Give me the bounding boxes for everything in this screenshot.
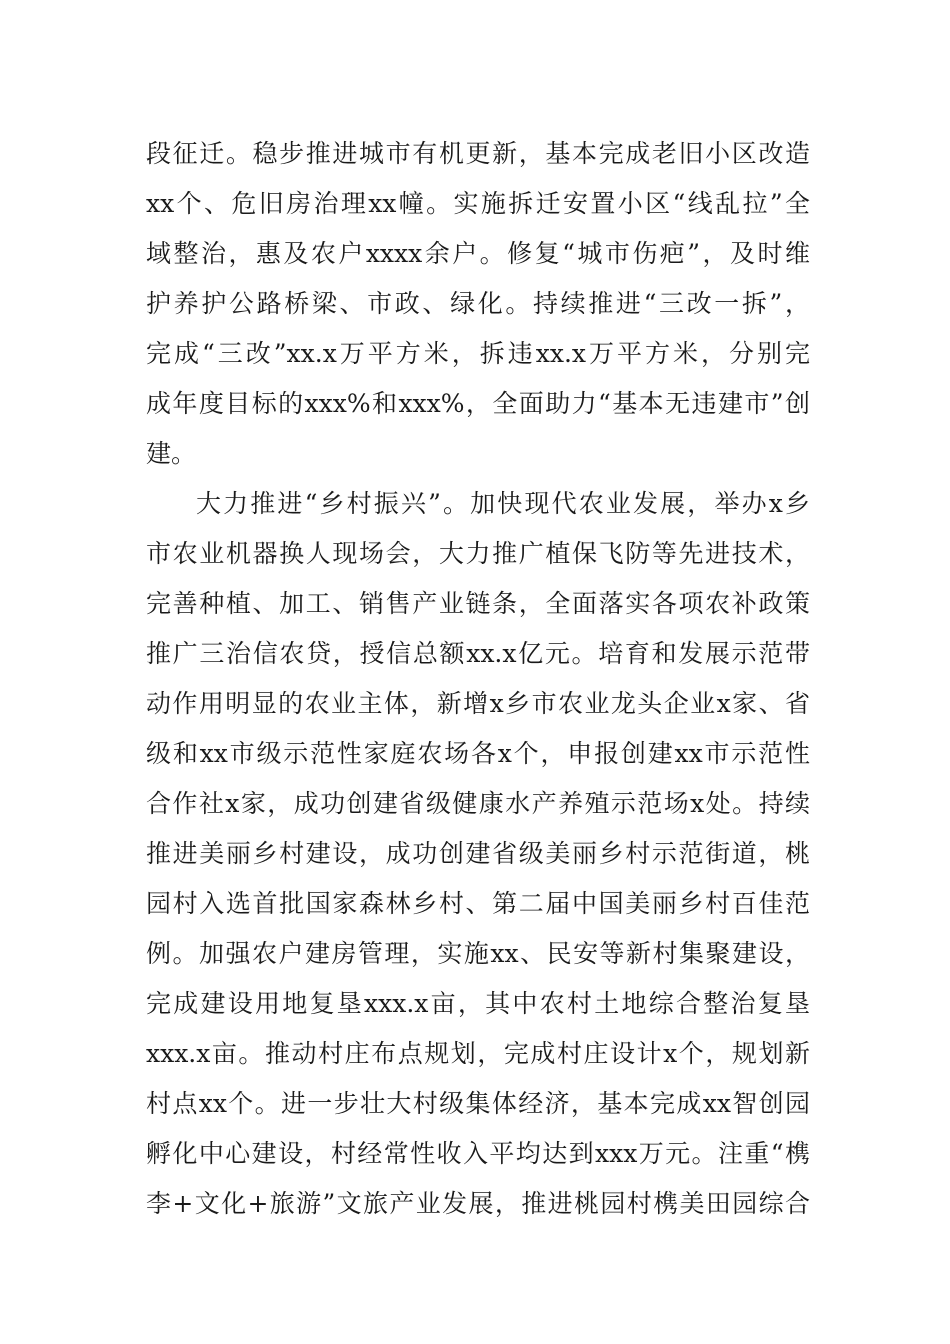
text-line: 段征迁。稳步推进城市有机更新，基本完成老旧小区改造 (146, 139, 810, 168)
text-line: 市农业机器换人现场会，大力推广植保飞防等先进技术， (146, 539, 810, 568)
text-line: 建。 (146, 439, 197, 468)
text-line: 例。加强农户建房管理，实施xx、民安等新村集聚建设， (146, 939, 810, 968)
text-line: 成年度目标的xxx%和xxx%，全面助力“基本无违建市”创 (146, 389, 810, 418)
text-line: 护养护公路桥梁、市政、绿化。持续推进“三改一拆”， (146, 289, 810, 318)
paragraph-rural-revitalization (146, 479, 810, 1229)
text-line: 合作社x家，成功创建省级健康水产养殖示范场x处。持续 (146, 789, 810, 818)
text-line: 村点xx个。进一步壮大村级集体经济，基本完成xx智创园 (146, 1089, 810, 1118)
text-line: 孵化中心建设，村经常性收入平均达到xxx万元。注重“槜 (146, 1139, 810, 1168)
text-line: 园村入选首批国家森林乡村、第二届中国美丽乡村百佳范 (146, 889, 810, 918)
text-line: 李+文化+旅游”文旅产业发展，推进桃园村槜美田园综合 (146, 1189, 810, 1218)
text-line: 动作用明显的农业主体，新增x乡市农业龙头企业x家、省 (146, 689, 810, 718)
paragraph-urban-renewal (146, 129, 810, 479)
text-line: 级和xx市级示范性家庭农场各x个，申报创建xx市示范性 (146, 739, 810, 768)
text-line: 完善种植、加工、销售产业链条，全面落实各项农补政策 (146, 589, 810, 618)
text-line: 大力推进“乡村振兴”。加快现代农业发展，举办x乡 (196, 489, 810, 518)
text-line: xx个、危旧房治理xx幢。实施拆迁安置小区“线乱拉”全 (146, 189, 810, 218)
text-line: xxx.x亩。推动村庄布点规划，完成村庄设计x个，规划新 (146, 1039, 810, 1068)
text-line: 完成建设用地复垦xxx.x亩，其中农村土地综合整治复垦 (146, 989, 810, 1018)
text-line: 推进美丽乡村建设，成功创建省级美丽乡村示范街道，桃 (146, 839, 810, 868)
text-line: 完成“三改”xx.x万平方米，拆违xx.x万平方米，分别完 (146, 339, 810, 368)
text-line: 域整治，惠及农户xxxx余户。修复“城市伤疤”，及时维 (146, 239, 810, 268)
text-line: 推广三治信农贷，授信总额xx.x亿元。培育和发展示范带 (146, 639, 810, 668)
